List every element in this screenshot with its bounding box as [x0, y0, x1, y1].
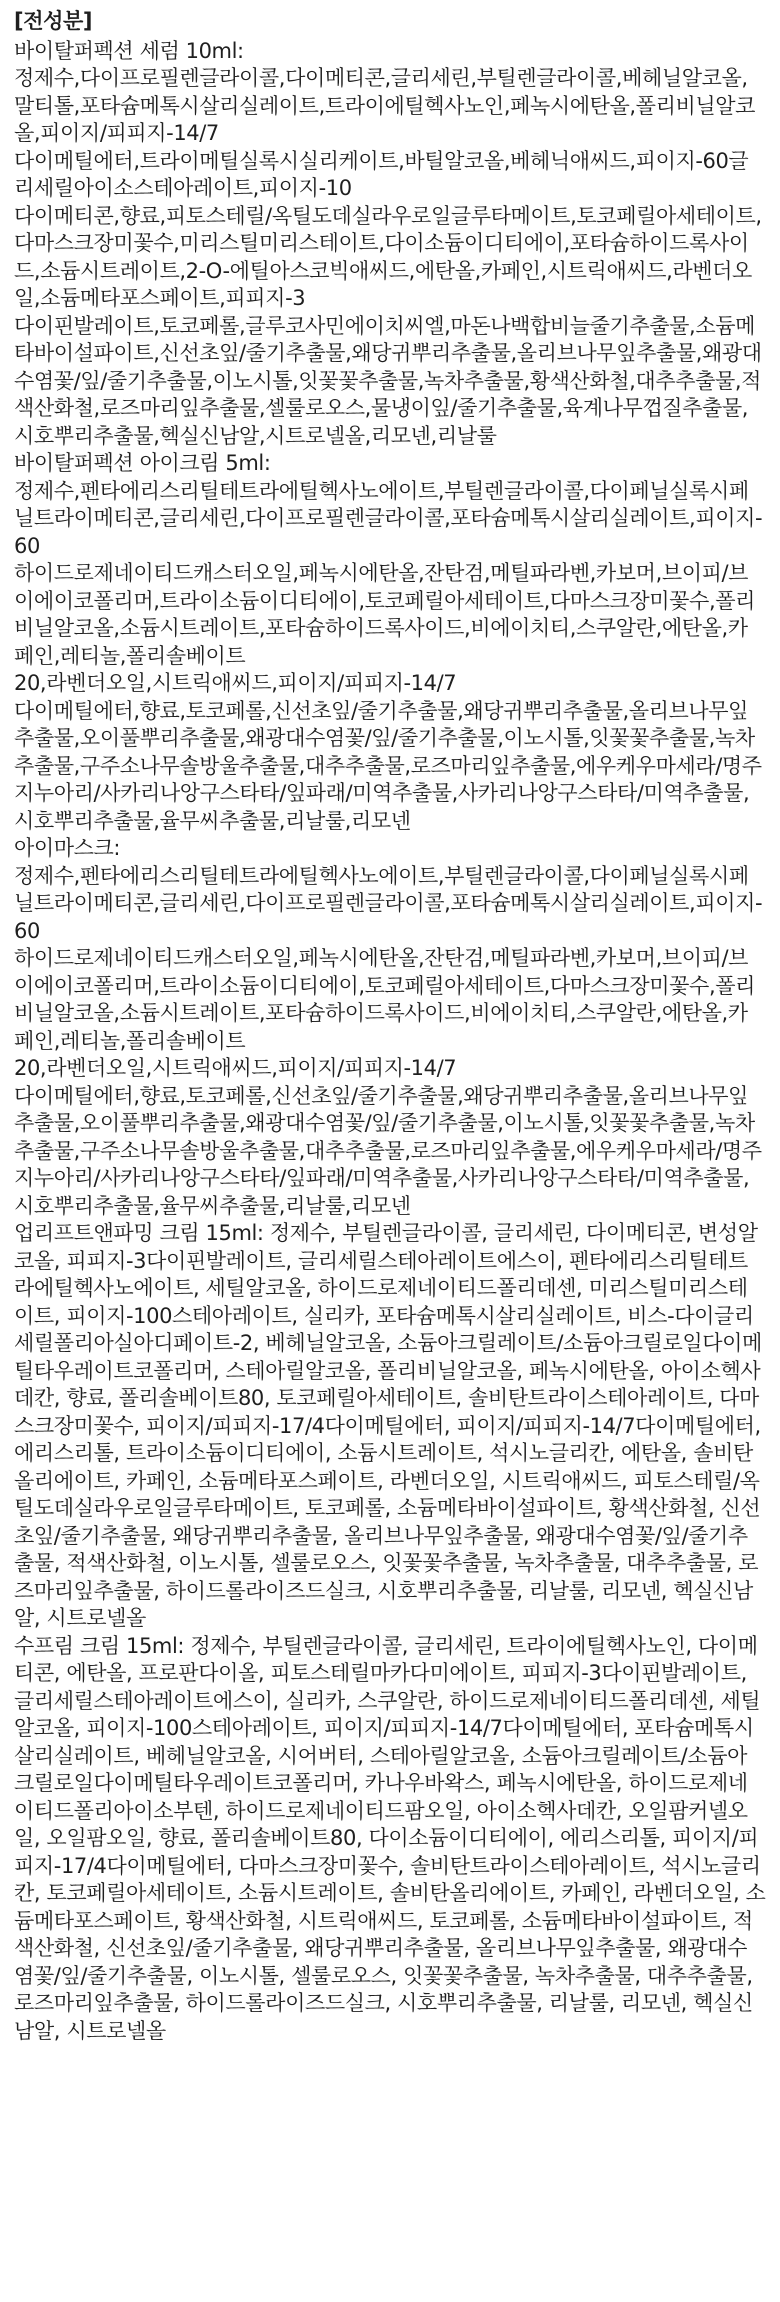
- ingredient-paragraph: 20,라벤더오일,시트릭애씨드,피이지/피피지-14/7: [14, 671, 457, 695]
- ingredient-paragraph: 하이드로제네이티드캐스터오일,페녹시에탄올,잔탄검,메틸파라벤,카보머,브이피/브이에이코폴리머,트라이소듐이디티에이,토코페릴아세테이트,다마스크장미꽃수,폴리비닐알코올,소듐시트레이트,포타슘하이드록사이드,비에이치티,스쿠알란,에탄올,카페인,레티놀,폴리솔베이트: [14, 946, 755, 1053]
- ingredient-paragraph: 다이메틸에터,향료,토코페롤,신선초잎/줄기추출물,왜당귀뿌리추출물,올리브나무잎추출물,오이풀뿌리추출물,왜광대수염꽃/잎/줄기추출물,이노시톨,잇꽃꽃추출물,녹차추출물,구주소나무솔방울추출물,대추추출물,로즈마리잎추출물,에우케우마세라/명주지누아리/사카리나앙구스타타/잎파래/미역추출물,사카리나앙구스타타/미역추출물,시호뿌리추출물,율무씨추출물,리날룰,리모넨: [14, 698, 762, 833]
- ingredient-paragraph-uplift-cream: 업리프트앤파밍 크림 15ml: 정제수, 부틸렌글라이콜, 글리세린, 다이메티콘, 변성알코올, 피피지-3다이핀발레이트, 글리세릴스테아레이트에스이, 펜타에리스리틸테트라에틸헥사노에이트, 세틸알코올, 하이드로제네이티드폴리데센, 미리스틸미리스테이트, 피이지-100스테아레이트, 실리카, 포타슘메톡시살리실레이트, 비스-다이글리세릴폴리아실아디페이트-2, 베헤닐알코올, 소듐아크릴레이트/소듐아크릴로일다이메틸타우레이트코폴리머, 스테아릴알코올, 폴리비닐알코올, 페녹시에탄올, 아이소헥사데칸, 향료, 폴리솔베이트80, 토코페릴아세테이트, 솔비탄트라이스테아레이트, 다마스크장미꽃수, 피이지/피피지-17/4다이메틸에터, 피이지/피피지-14/7다이메틸에터, 에리스리톨, 트라이소듐이디티에이, 소듐시트레이트, 석시노글리칸, 에탄올, 솔비탄올리에이트, 카페인, 소듐메타포스페이트, 라벤더오일, 시트릭애씨드, 피토스테릴/옥틸도데실라우로일글루타메이트, 토코페롤, 소듐메타바이설파이트, 황색산화철, 신선초잎/줄기추출물, 왜당귀뿌리추출물, 올리브나무잎추출물, 왜광대수염꽃/잎/줄기추출물, 적색산화철, 이노시톨, 셀룰로오스, 잇꽃꽃추출물, 녹차추출물, 대추추출물, 로즈마리잎추출물, 하이드롤라이즈드실크, 시호뿌리추출물, 리날룰, 리모넨, 헥실신남알, 시트로넬올: [14, 1221, 762, 1630]
- page-title: [전성분]: [14, 9, 93, 33]
- ingredient-paragraph: 정제수,펜타에리스리틸테트라에틸헥사노에이트,부틸렌글라이콜,다이페닐실록시페닐트라이메티콘,글리세린,다이프로필렌글라이콜,포타슘메톡시살리실레이트,피이지-60: [14, 863, 763, 943]
- ingredient-paragraph: 다이메티콘,향료,피토스테릴/옥틸도데실라우로일글루타메이트,토코페릴아세테이트,다마스크장미꽃수,미리스틸미리스테이트,다이소듐이디티에이,포타슘하이드록사이드,소듐시트레이트,2-O-에틸아스코빅애씨드,에탄올,카페인,시트릭애씨드,라벤더오일,소듐메타포스페이트,피피지-3: [14, 203, 762, 310]
- product-title-eye-cream: 바이탈퍼펙션 아이크림 5ml:: [14, 451, 271, 475]
- ingredient-paragraph: 하이드로제네이티드캐스터오일,페녹시에탄올,잔탄검,메틸파라벤,카보머,브이피/브이에이코폴리머,트라이소듐이디티에이,토코페릴아세테이트,다마스크장미꽃수,폴리비닐알코올,소듐시트레이트,포타슘하이드록사이드,비에이치티,스쿠알란,에탄올,카페인,레티놀,폴리솔베이트: [14, 561, 755, 668]
- ingredient-paragraph: 20,라벤더오일,시트릭애씨드,피이지/피피지-14/7: [14, 1056, 457, 1080]
- product-title-serum: 바이탈퍼펙션 세럼 10ml:: [14, 38, 244, 63]
- ingredient-paragraph: 정제수,펜타에리스리틸테트라에틸헥사노에이트,부틸렌글라이콜,다이페닐실록시페닐트라이메티콘,글리세린,다이프로필렌글라이콜,포타슘메톡시살리실레이트,피이지-60: [14, 478, 763, 558]
- ingredient-paragraph: 다이메틸에터,트라이메틸실록시실리케이트,바틸알코올,베헤닉애씨드,피이지-60글리세릴아이소스테아레이트,피이지-10: [14, 148, 749, 200]
- product-title-eye-mask: 아이마스크:: [14, 836, 121, 860]
- ingredient-paragraph-supreme-cream: 수프림 크림 15ml: 정제수, 부틸렌글라이콜, 글리세린, 트라이에틸헥사노인, 다이메티콘, 에탄올, 프로판다이올, 피토스테릴마카다미에이트, 피피지-3다이핀발레이트, 글리세릴스테아레이트에스이, 실리카, 스쿠알란, 하이드로제네이티드폴리데센, 세틸알코올, 피이지-100스테아레이트, 피이지/피피지-14/7다이메틸에터, 포타슘메톡시살리실레이트, 베헤닐알코올, 시어버터, 스테아릴알코올, 소듐아크릴레이트/소듐아크릴로일다이메틸타우레이트코폴리머, 카나우바왁스, 페녹시에탄올, 하이드로제네이티드폴리아이소부텐, 하이드로제네이티드팜오일, 아이소헥사데칸, 오일팜커넬오일, 오일팜오일, 향료, 폴리솔베이트80, 다이소듐이디티에이, 에리스리톨, 피이지/피피지-17/4다이메틸에터, 다마스크장미꽃수, 솔비탄트라이스테아레이트, 석시노글리칸, 토코페릴아세테이트, 소듐시트레이트, 솔비탄올리에이트, 카페인, 라벤더오일, 소듐메타포스페이트, 황색산화철, 시트릭애씨드, 토코페롤, 소듐메타바이설파이트, 적색산화철, 신선초잎/줄기추출물, 왜당귀뿌리추출물, 올리브나무잎추출물, 왜광대수염꽃/잎/줄기추출물, 이노시톨, 셀룰로오스, 잇꽃꽃추출물, 녹차추출물, 대추추출물, 로즈마리잎추출물, 하이드롤라이즈드실크, 시호뿌리추출물, 리날룰, 리모넨, 헥실신남알, 시트로넬올: [14, 1633, 766, 2043]
- ingredient-paragraph: 정제수,다이프로필렌글라이콜,다이메티콘,글리세린,부틸렌글라이콜,베헤닐알코올,말티톨,포타슘메톡시살리실레이트,트라이에틸헥사노인,페녹시에탄올,폴리비닐알코올,피이지/피피지-14/7: [14, 66, 755, 145]
- ingredient-paragraph: 다이핀발레이트,토코페롤,글루코사민에이치씨엘,마돈나백합비늘줄기추출물,소듐메타바이설파이트,신선초잎/줄기추출물,왜당귀뿌리추출물,올리브나무잎추출물,왜광대수염꽃/잎/줄기추출물,이노시톨,잇꽃꽃추출물,녹차추출물,황색산화철,대추추출물,적색산화철,로즈마리잎추출물,셀룰로오스,물냉이잎/줄기추출물,육계나무껍질추출물,시호뿌리추출물,헥실신남알,시트로넬올,리모넨,리날룰: [14, 313, 762, 448]
- ingredient-paragraph: 다이메틸에터,향료,토코페롤,신선초잎/줄기추출물,왜당귀뿌리추출물,올리브나무잎추출물,오이풀뿌리추출물,왜광대수염꽃/잎/줄기추출물,이노시톨,잇꽃꽃추출물,녹차추출물,구주소나무솔방울추출물,대추추출물,로즈마리잎추출물,에우케우마세라/명주지누아리/사카리나앙구스타타/잎파래/미역추출물,사카리나앙구스타타/미역추출물,시호뿌리추출물,율무씨추출물,리날룰,리모넨: [14, 1083, 762, 1218]
